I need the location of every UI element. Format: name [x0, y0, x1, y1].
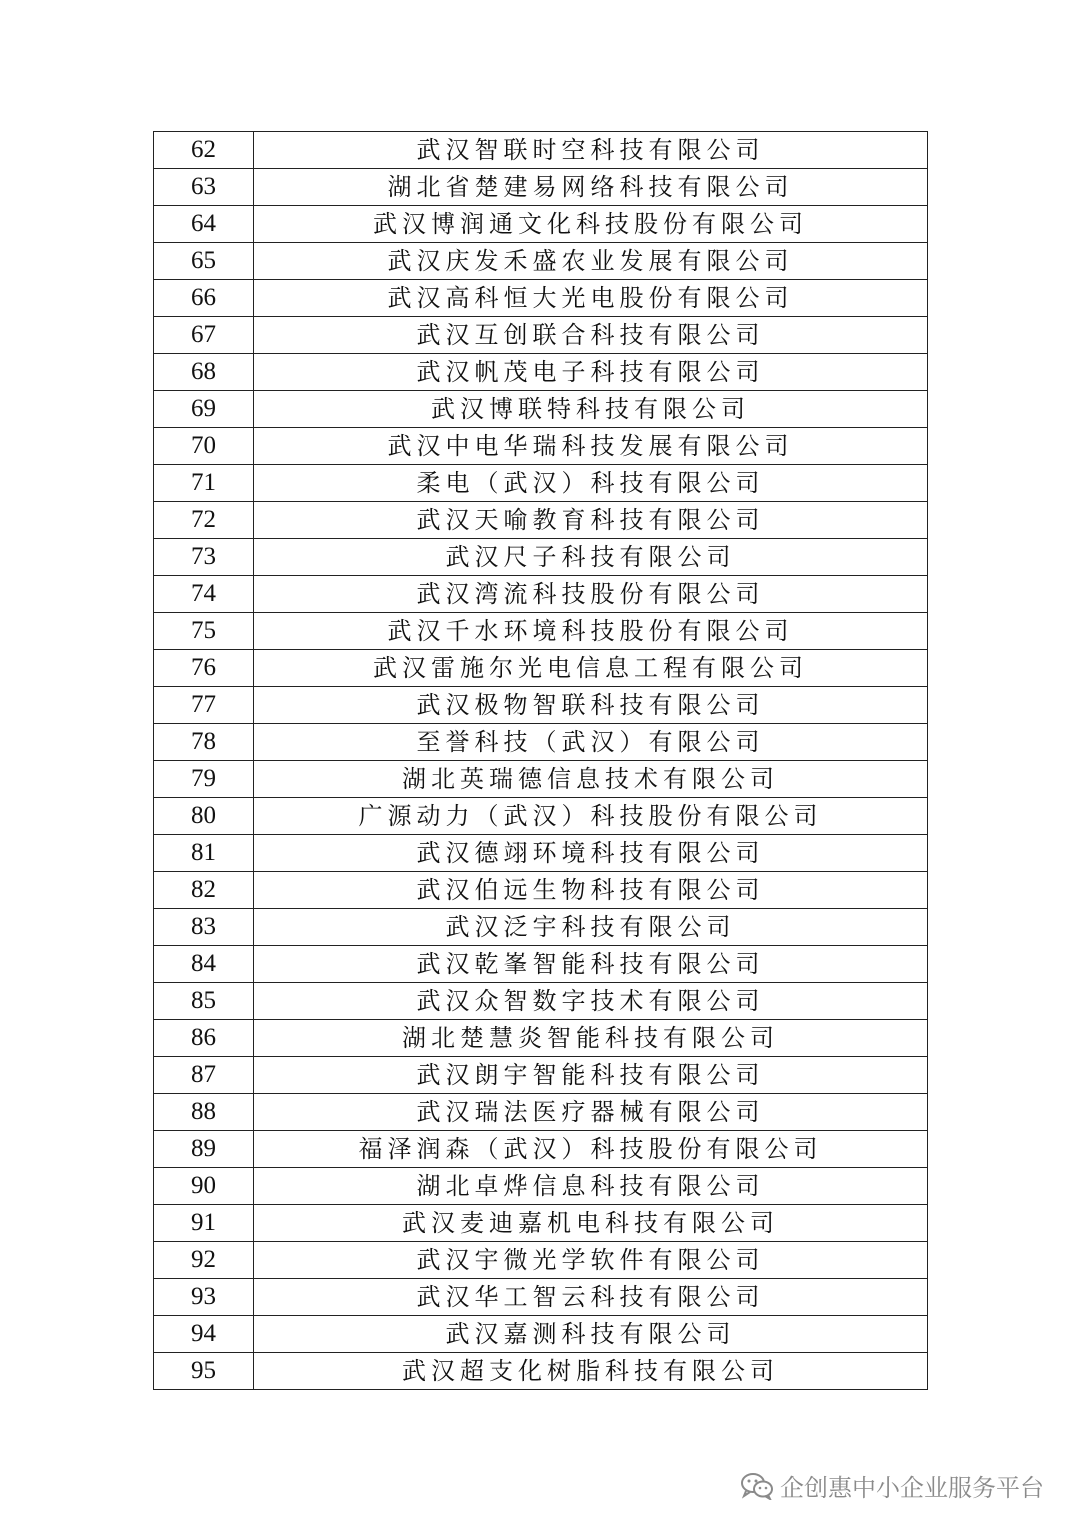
row-number: 94: [154, 1316, 254, 1353]
row-number: 62: [154, 132, 254, 169]
company-name: 湖北英瑞德信息技术有限公司: [254, 761, 928, 798]
company-name: 武汉庆发禾盛农业发展有限公司: [254, 243, 928, 280]
row-number: 82: [154, 872, 254, 909]
table-row: [154, 539, 928, 576]
row-number: 91: [154, 1205, 254, 1242]
table-row: [154, 1131, 928, 1168]
row-number: 73: [154, 539, 254, 576]
company-name: 武汉华工智云科技有限公司: [254, 1279, 928, 1316]
company-name: 武汉博润通文化科技股份有限公司: [254, 206, 928, 243]
table-row: [154, 872, 928, 909]
company-name: 武汉瑞法医疗器械有限公司: [254, 1094, 928, 1131]
company-name: 武汉极物智联科技有限公司: [254, 687, 928, 724]
table-row: [154, 576, 928, 613]
table-row: [154, 1316, 928, 1353]
row-number: 72: [154, 502, 254, 539]
table-row: [154, 280, 928, 317]
company-name: 武汉中电华瑞科技发展有限公司: [254, 428, 928, 465]
table-row: [154, 1242, 928, 1279]
table-row: [154, 428, 928, 465]
row-number: 90: [154, 1168, 254, 1205]
watermark: [740, 1468, 1044, 1503]
row-number: 75: [154, 613, 254, 650]
table-row: [154, 650, 928, 687]
row-number: 63: [154, 169, 254, 206]
company-name: 广源动力（武汉）科技股份有限公司: [254, 798, 928, 835]
row-number: 89: [154, 1131, 254, 1168]
company-name: 武汉宇微光学软件有限公司: [254, 1242, 928, 1279]
company-name: 武汉众智数字技术有限公司: [254, 983, 928, 1020]
row-number: 80: [154, 798, 254, 835]
table-row: [154, 946, 928, 983]
company-name: 武汉高科恒大光电股份有限公司: [254, 280, 928, 317]
row-number: 95: [154, 1353, 254, 1390]
row-number: 65: [154, 243, 254, 280]
company-name: 武汉德翊环境科技有限公司: [254, 835, 928, 872]
company-name: 武汉湾流科技股份有限公司: [254, 576, 928, 613]
table-row: [154, 1057, 928, 1094]
row-number: 84: [154, 946, 254, 983]
table-row: [154, 1020, 928, 1057]
company-name: 武汉嘉测科技有限公司: [254, 1316, 928, 1353]
company-name: 湖北省楚建易网络科技有限公司: [254, 169, 928, 206]
company-name: 武汉帆茂电子科技有限公司: [254, 354, 928, 391]
table-row: [154, 613, 928, 650]
table-row: [154, 1353, 928, 1390]
company-name: 湖北楚慧炎智能科技有限公司: [254, 1020, 928, 1057]
row-number: 70: [154, 428, 254, 465]
row-number: 79: [154, 761, 254, 798]
company-name: 武汉尺子科技有限公司: [254, 539, 928, 576]
company-name: 武汉天喻教育科技有限公司: [254, 502, 928, 539]
table-row: [154, 206, 928, 243]
row-number: 92: [154, 1242, 254, 1279]
row-number: 76: [154, 650, 254, 687]
row-number: 64: [154, 206, 254, 243]
row-number: 87: [154, 1057, 254, 1094]
row-number: 86: [154, 1020, 254, 1057]
table-row: [154, 909, 928, 946]
row-number: 81: [154, 835, 254, 872]
table-row: [154, 983, 928, 1020]
table-row: [154, 1094, 928, 1131]
row-number: 71: [154, 465, 254, 502]
watermark-text: 企创惠中小企业服务平台: [780, 1474, 1044, 1502]
company-name: 武汉麦迪嘉机电科技有限公司: [254, 1205, 928, 1242]
table-row: [154, 724, 928, 761]
company-name: 武汉博联特科技有限公司: [254, 391, 928, 428]
row-number: 77: [154, 687, 254, 724]
table-row: [154, 132, 928, 169]
row-number: 78: [154, 724, 254, 761]
company-name: 至誉科技（武汉）有限公司: [254, 724, 928, 761]
company-name: 柔电（武汉）科技有限公司: [254, 465, 928, 502]
row-number: 74: [154, 576, 254, 613]
company-name: 湖北卓烨信息科技有限公司: [254, 1168, 928, 1205]
table-row: [154, 1168, 928, 1205]
company-table: [153, 131, 928, 1390]
company-name: 武汉伯远生物科技有限公司: [254, 872, 928, 909]
company-name: 福泽润森（武汉）科技股份有限公司: [254, 1131, 928, 1168]
table-row: [154, 1279, 928, 1316]
wechat-icon: [740, 1472, 774, 1500]
table-row: [154, 465, 928, 502]
company-name: 武汉千水环境科技股份有限公司: [254, 613, 928, 650]
row-number: 93: [154, 1279, 254, 1316]
table-row: [154, 798, 928, 835]
row-number: 88: [154, 1094, 254, 1131]
row-number: 69: [154, 391, 254, 428]
table-row: [154, 761, 928, 798]
table-row: [154, 687, 928, 724]
row-number: 68: [154, 354, 254, 391]
row-number: 85: [154, 983, 254, 1020]
table-body: [154, 132, 928, 1390]
table-row: [154, 169, 928, 206]
table-row: [154, 391, 928, 428]
company-name: 武汉超支化树脂科技有限公司: [254, 1353, 928, 1390]
table-row: [154, 354, 928, 391]
row-number: 67: [154, 317, 254, 354]
company-name: 武汉智联时空科技有限公司: [254, 132, 928, 169]
table-row: [154, 243, 928, 280]
company-name: 武汉乾峯智能科技有限公司: [254, 946, 928, 983]
row-number: 83: [154, 909, 254, 946]
row-number: 66: [154, 280, 254, 317]
company-name: 武汉雷施尔光电信息工程有限公司: [254, 650, 928, 687]
company-name: 武汉互创联合科技有限公司: [254, 317, 928, 354]
company-name: 武汉朗宇智能科技有限公司: [254, 1057, 928, 1094]
table-row: [154, 502, 928, 539]
table-row: [154, 317, 928, 354]
table-row: [154, 835, 928, 872]
table-row: [154, 1205, 928, 1242]
company-name: 武汉泛宇科技有限公司: [254, 909, 928, 946]
